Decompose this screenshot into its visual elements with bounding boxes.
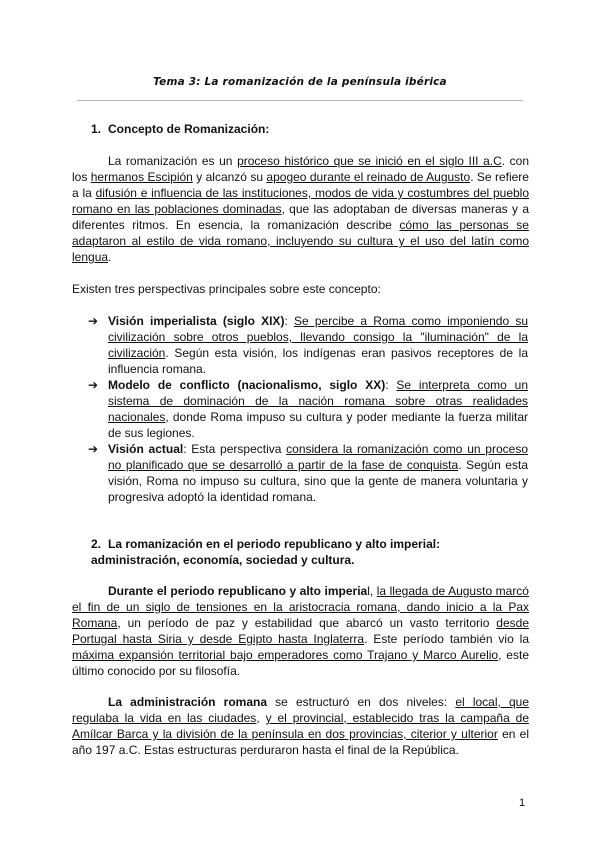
underlined-text: el local, que regulaba la vida en las ciudades xyxy=(72,695,530,725)
section-1-title: Concepto de Romanización: xyxy=(108,122,270,136)
text-run: . Según esta visión, los indígenas eran pasivos receptores de la influencia romana. xyxy=(108,346,528,376)
section-2-paragraph-1 xyxy=(72,583,529,679)
list-item xyxy=(88,441,528,505)
underlined-text: máxima expansión territorial bajo emperadores como Trajano y Marco Aurelio xyxy=(72,648,499,662)
text-run: , que las adoptaban de diversas maneras y a diferentes ritmos. En esencia, la romanización describe xyxy=(72,202,529,232)
text-run: . Este período también vio la xyxy=(364,632,530,646)
underlined-text: apogeo durante el reinado de Augusto xyxy=(266,170,471,184)
section-1-paragraph-2: Existen tres perspectivas principales sobre este concepto: xyxy=(72,282,381,296)
text-run: : Esta perspectiva xyxy=(183,442,287,456)
list-item xyxy=(88,313,528,377)
section-1-number: 1. xyxy=(91,122,102,136)
list-item xyxy=(88,377,528,441)
bullet-label: Visión imperialista (siglo XIX) xyxy=(108,314,285,328)
text-run: , este último conocido por su filosofía. xyxy=(72,648,529,678)
text-run: : xyxy=(385,378,397,392)
underlined-text: la llegada de Augusto marcó el fin de un siglo de tensiones en la aristocracia romana, dando inicio a la Pax Romana xyxy=(72,584,529,630)
page-number: 1 xyxy=(519,797,526,809)
bullet-label: Modelo de conflicto (nacionalismo, siglo XX) xyxy=(108,378,386,392)
underlined-text: Se percibe a Roma como imponiendo su civilización sobre otros pueblos, llevando consigo la "iluminación" de la civilización xyxy=(108,314,528,360)
arrow-icon: ➔ xyxy=(88,442,99,456)
text-run: y alcanzó su xyxy=(192,170,267,184)
section-1-heading xyxy=(91,121,531,137)
text-run: : xyxy=(284,314,294,328)
section-2-paragraph-2 xyxy=(72,694,529,758)
bullet-label: Visión actual xyxy=(108,442,184,456)
text-run: , un período de paz y estabilidad que abarcó un vasto territorio xyxy=(117,616,497,630)
section-2-heading xyxy=(91,536,531,568)
text-run: l, xyxy=(367,584,377,598)
text-run: . xyxy=(108,250,112,264)
bold-text: La administración romana xyxy=(108,695,268,709)
text-run: , xyxy=(256,711,266,725)
section-2-title: La romanización en el periodo republicano y alto imperial: administración, economía, sociedad y cultura. xyxy=(91,537,441,567)
underlined-text: hermanos Escipión xyxy=(90,170,193,184)
section-1-paragraph-1 xyxy=(72,153,529,265)
text-run: . Se refiere a la xyxy=(72,170,529,200)
text-run: . Según esta visión, Roma no impuso su cultura, sino que la gente de manera voluntaria y progresiva adoptó la identidad romana. xyxy=(108,458,528,504)
text-run: La romanización es un xyxy=(108,154,238,168)
underlined-text: cómo las personas se adaptaron al estilo de vida romano, incluyendo su cultura y el uso del latín como lengua xyxy=(72,218,529,264)
underlined-text: considera la romanización como un proceso no planificado que se desarrolló a partir de la fase de conquista xyxy=(108,442,528,472)
title-divider xyxy=(77,100,523,101)
underlined-text: Se interpreta como un sistema de dominación de la nación romana sobre otras realidades nacionales xyxy=(108,378,528,424)
underlined-text: proceso histórico que se inició en el siglo III a.C xyxy=(237,154,502,168)
underlined-text: difusión e influencia de las instituciones, modos de vida y costumbres del pueblo romano en las poblaciones dominadas xyxy=(72,186,530,216)
arrow-icon: ➔ xyxy=(88,378,99,392)
bold-text: Durante el periodo republicano y alto imperia xyxy=(108,584,368,598)
text-run: se estructuró en dos niveles: xyxy=(267,695,456,709)
text-run: en el año 197 a.C. Estas estructuras perduraron hasta el final de la República. xyxy=(72,727,530,757)
arrow-icon: ➔ xyxy=(88,314,99,328)
section-2-number: 2. xyxy=(91,537,102,551)
perspectives-list xyxy=(88,313,528,505)
text-run: , donde Roma impuso su cultura y poder mediante la fuerza militar de sus legiones. xyxy=(108,410,528,440)
underlined-text: y el provincial, establecido tras la campaña de Amílcar Barca y la división de la península en dos provincias, citerior y ulterior xyxy=(72,711,530,741)
underlined-text: desde Portugal hasta Siria y desde Egipto hasta Inglaterra xyxy=(72,616,529,646)
text-run: . con los xyxy=(72,154,530,184)
document-title: Tema 3: La romanización de la península ibérica xyxy=(153,76,447,88)
